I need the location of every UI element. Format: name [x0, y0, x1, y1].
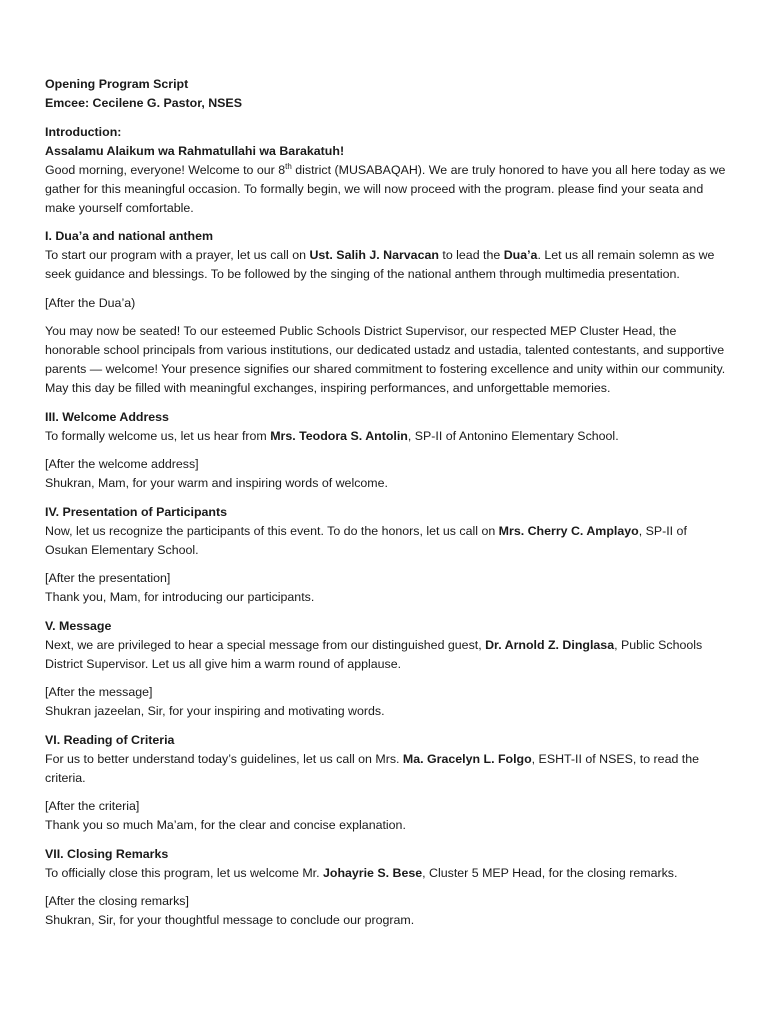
closing-cue: [After the closing remarks] — [45, 894, 189, 908]
welcome-text: , SP-II of Antonino Elementary School. — [407, 428, 619, 443]
introduction-paragraph — [45, 161, 730, 218]
document-title: Opening Program Script — [45, 77, 189, 91]
criteria-cue: [After the criteria] — [45, 799, 140, 813]
ordinal-suffix: th — [285, 161, 292, 171]
welcome-cue: [After the welcome address] — [45, 457, 199, 471]
duaa-leader-name: Ust. Salih J. Narvacan — [309, 248, 439, 262]
message-response: Shukran jazeelan, Sir, for your inspiring and motivating words. — [45, 704, 385, 718]
welcome-paragraph — [45, 427, 730, 446]
script-body — [45, 75, 730, 930]
section-heading-welcome: III. Welcome Address — [45, 409, 169, 424]
section-heading-participants: IV. Presentation of Participants — [45, 504, 228, 519]
message-text: , Public Schools District Supervisor. Let us all give him a warm round of applause. — [45, 637, 703, 671]
participants-cue: [After the presentation] — [45, 571, 171, 585]
message-text: Next, we are privileged to hear a special message from our distinguished guest, — [45, 637, 486, 652]
criteria-reader-name: Ma. Gracelyn L. Folgo — [402, 751, 532, 766]
intro-text-end: district (MUSABAQAH). We are truly honored to have you all here today as we gather for this meaningful occasion. To formally begin, we will now proceed with the program. please find your seata and make yourself comfortable. — [45, 162, 726, 215]
duaa-term: Dua’a — [503, 248, 538, 262]
participants-presenter-name: Mrs. Cherry C. Amplayo — [498, 523, 639, 538]
welcome-response: Shukran, Mam, for your warm and inspiring words of welcome. — [45, 476, 388, 490]
participants-response: Thank you, Mam, for introducing our participants. — [45, 590, 315, 604]
emcee-line: Emcee: Cecilene G. Pastor, NSES — [45, 96, 242, 110]
duaa-paragraph — [45, 246, 730, 284]
message-guest-name: Dr. Arnold Z. Dinglasa — [485, 637, 615, 652]
duaa-text: To start our program with a prayer, let us call on — [45, 248, 310, 262]
criteria-response: Thank you so much Ma’am, for the clear and concise explanation. — [45, 818, 406, 832]
closing-speaker-name: Johayrie S. Bese — [322, 865, 423, 880]
introduction-heading: Introduction: — [45, 124, 122, 139]
closing-paragraph — [45, 864, 730, 883]
criteria-paragraph — [45, 750, 730, 788]
greeting: Assalamu Alaikum wa Rahmatullahi wa Barakatuh! — [45, 143, 345, 158]
closing-text: , Cluster 5 MEP Head, for the closing remarks. — [422, 865, 678, 880]
section-heading-criteria: VI. Reading of Criteria — [45, 732, 175, 747]
welcome-remarks-paragraph: You may now be seated! To our esteemed Public Schools District Supervisor, our respected MEP Cluster Head, the honorable school principals from various institutions, our dedicated ustadz and ustadia, talented contestants, and supportive parents — welcome! Your presence signifies our shared commitment to fostering excellence and unity within our community. May this day be filled with meaningful exchanges, inspiring performances, and unforgettable memories. — [45, 324, 726, 395]
welcome-speaker-name: Mrs. Teodora S. Antolin — [270, 428, 408, 443]
participants-text: , SP-II of Osukan Elementary School. — [45, 523, 687, 557]
participants-paragraph — [45, 522, 730, 560]
duaa-cue: [After the Dua’a) — [45, 295, 136, 310]
message-paragraph — [45, 636, 730, 674]
closing-response: Shukran, Sir, for your thoughtful message to conclude our program. — [45, 913, 415, 927]
section-heading-message: V. Message — [45, 618, 112, 633]
participants-text: Now, let us recognize the participants of this event. To do the honors, let us call on — [45, 523, 499, 538]
criteria-text: For us to better understand today’s guidelines, let us call on Mrs. — [45, 751, 403, 766]
duaa-text: to lead the — [438, 248, 504, 262]
message-cue: [After the message] — [45, 685, 153, 699]
section-heading-closing: VII. Closing Remarks — [45, 846, 169, 861]
section-heading-duaa: I. Dua’a and national anthem — [45, 229, 213, 243]
welcome-text: To formally welcome us, let us hear from — [45, 428, 271, 443]
duaa-text: . Let us all remain solemn as we seek guidance and blessings. To be followed by the singing of the national anthem through multimedia presentation. — [45, 248, 715, 281]
closing-text: To officially close this program, let us welcome Mr. — [45, 865, 323, 880]
intro-text-start: Good morning, everyone! Welcome to our 8 — [45, 162, 286, 177]
criteria-text: , ESHT-II of NSES, to read the criteria. — [45, 751, 700, 785]
